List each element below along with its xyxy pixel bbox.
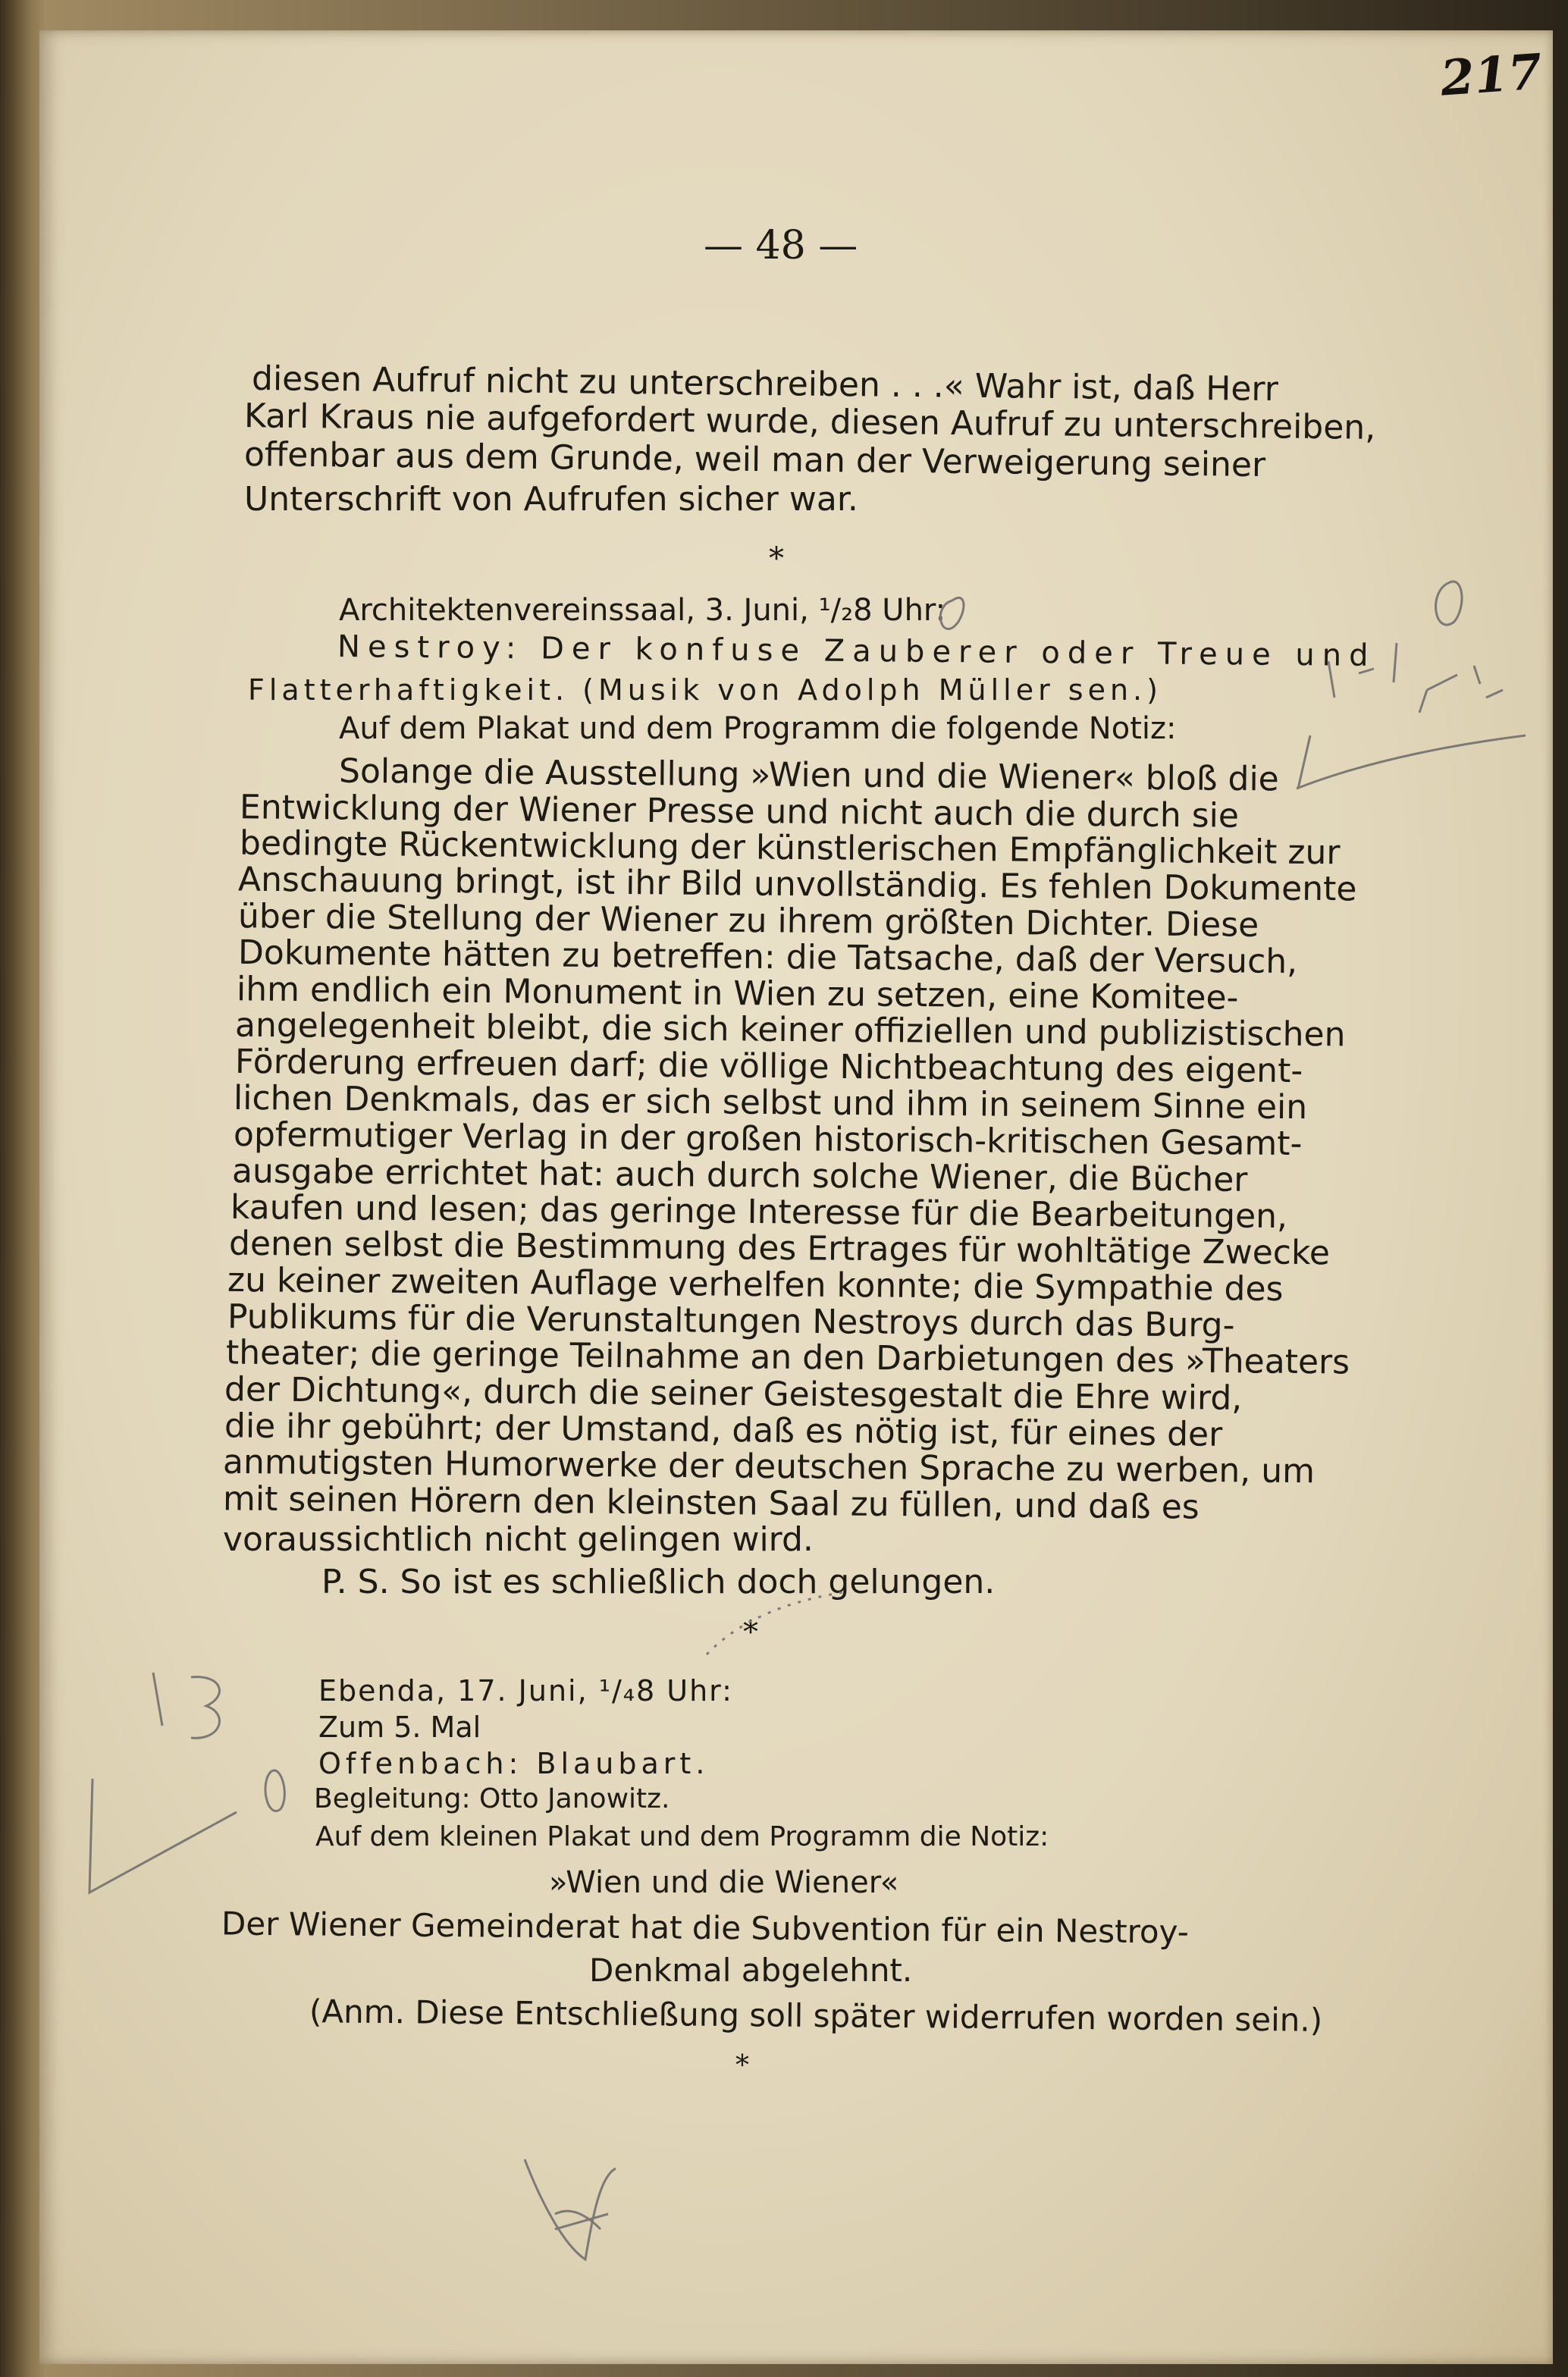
event-heading: Architektenvereinssaal, 3. Juni, ¹/₂8 Uhr: [339,593,946,628]
notice-title: »Wien und die Wiener« [549,1865,899,1900]
notice-line: Der Wiener Gemeinderat hat die Subvention für ein Nestroy- [221,1905,1190,1951]
pencil-mark-center-trace [707,1592,843,1654]
notice-line: kaufen und lesen; das geringe Interesse für die Bearbeitungen, [230,1187,1288,1237]
archive-number: 217 [1438,43,1544,108]
pencil-mark-bottom-squiggle [525,2159,616,2259]
intro-line: Karl Kraus nie aufgefordert wurde, diesen Aufruf zu unterschreiben, [243,397,1376,447]
notice-line: voraussichtlich nicht gelingen wird. [223,1520,814,1559]
page-number: — 48 — [704,223,858,268]
notice-line: denen selbst die Bestimmung des Ertrages für wohltätige Zwecke [228,1224,1331,1273]
intro-line: Unterschrift von Aufrufen sicher war. [244,480,858,519]
notice-line: ihm endlich ein Monument in Wien zu setzen, eine Komitee- [236,970,1239,1018]
notice-line: die ihr gebührt; der Umstand, daß es nötig ist, für eines der [224,1406,1223,1454]
notice-line: Entwicklung der Wiener Presse und nicht auch die durch sie [239,788,1240,836]
notice-line: Publikums für die Verunstaltungen Nestroys durch das Burg- [227,1297,1235,1345]
event-line: Zum 5. Mal [318,1711,481,1744]
notice-line: anmutigsten Humorwerke der deutschen Sprache zu werben, um [222,1442,1316,1491]
notice-line: ausgabe errichtet hat: auch durch solche Wiener, die Bücher [231,1152,1248,1199]
notice-line: über die Stellung der Wiener zu ihrem größten Dichter. Diese [237,897,1259,945]
notice-line: theater; die geringe Teilnahme an den Darbietungen des »Theaters [225,1333,1350,1382]
section-separator: * [735,2050,749,2081]
notice-intro: Auf dem Plakat und dem Programm die folgende Notiz: [339,711,1177,746]
event-line: Offenbach: Blaubart. [318,1747,710,1780]
notice-line: Anschauung bringt, ist ihr Bild unvollständig. Es fehlen Dokumente [237,860,1357,909]
pencil-mark-one-five [153,1673,219,1738]
event-title-line: Nestroy: Der konfuse Zauberer oder Treue und [337,629,1376,673]
postscript: P. S. So ist es schließlich doch gelungen. [321,1563,996,1601]
pencil-mark-two [1419,675,1457,713]
pencil-mark-eight [1474,666,1503,698]
notice-line: zu keiner zweiten Auflage verhelfen konnte; die Sympathie des [227,1260,1284,1309]
event-line: Begleitung: Otto Janowitz. [314,1783,670,1814]
pencil-mark-long-line [1297,735,1526,789]
section-separator: * [743,1615,758,1650]
notice-line: angelegenheit bleibt, die sich keiner offiziellen und publizistischen [234,1005,1346,1055]
notice-intro: Auf dem kleinen Plakat und dem Programm die Notiz: [315,1821,1049,1852]
annotation-note: (Anm. Diese Entschließung soll später widerrufen worden sein.) [309,1993,1323,2039]
book-page [39,30,1553,2364]
notice-line: Solange die Ausstellung »Wien und die Wiener« bloß die [338,751,1279,799]
pencil-mark-zero-left [265,1770,284,1811]
pencil-mark-margin-bar [1298,735,1310,789]
event-title-line: Flatterhaftigkeit. (Musik von Adolph Müller sen.) [248,673,1162,707]
notice-line: Dokumente hätten zu betreffen: die Tatsache, daß der Versuch, [237,933,1298,982]
notice-line: Förderung erfreuen darf; die völlige Nichtbeachtung des eigent- [234,1042,1303,1091]
pencil-mark-one-b [1394,643,1397,682]
notice-line: mit seinen Hörern den kleinsten Saal zu füllen, und daß es [222,1479,1200,1527]
notice-line: bedingte Rückentwicklung der künstlerischen Empfänglichkeit zur [239,823,1341,873]
pencil-mark-checkmark [89,1779,237,1893]
intro-line: diesen Aufruf nicht zu unterschreiben . . .« Wahr ist, daß Herr [251,359,1279,409]
intro-line: offenbar aus dem Grunde, weil man der Verweigerung seiner [243,434,1266,485]
notice-line: Denkmal abgelehnt. [589,1952,913,1989]
pencil-mark-zero-right [1436,582,1462,625]
notice-line: lichen Denkmals, das er sich selbst und ihm in seinem Sinne ein [233,1078,1308,1127]
event-heading: Ebenda, 17. Juni, ¹/₄8 Uhr: [318,1674,733,1707]
notice-line: der Dichtung«, durch die seiner Geistesgestalt die Ehre wird, [224,1370,1243,1418]
section-separator: * [769,541,784,576]
notice-line: opfermutiger Verlag in der großen historisch-kritischen Gesamt- [233,1115,1303,1164]
